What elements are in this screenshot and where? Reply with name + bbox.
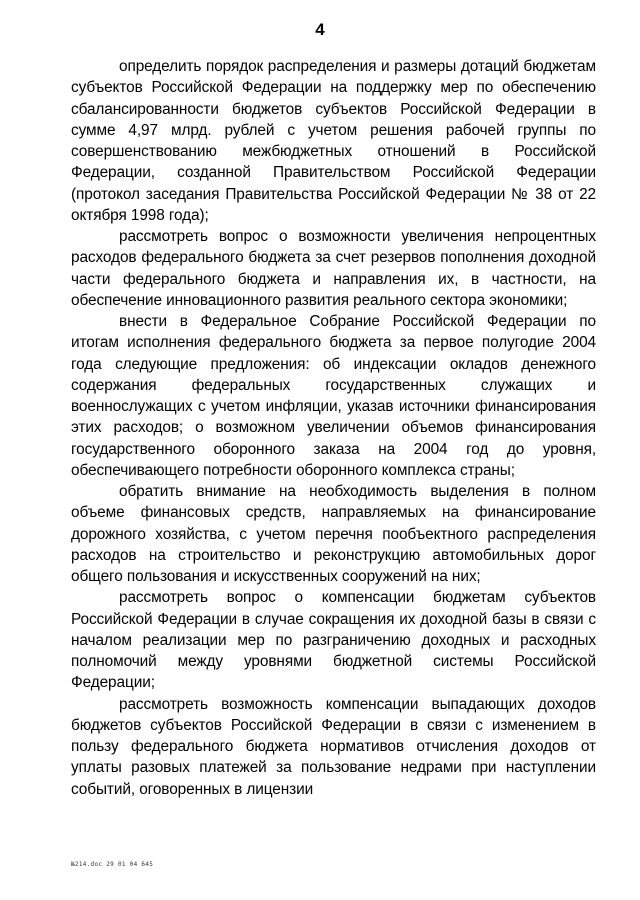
paragraph-noninterest-expenditures: рассмотреть вопрос о возможности увеличения непроцентных расходов федерального бюджета за счет резервов пополнения доходной части федерального бюджета и направления их, в частности, на обеспечение инновационного развития реального сектора экономики; xyxy=(71,228,596,309)
paragraph-subsidies-distribution: определить порядок распределения и размеры дотаций бюджетам субъектов Российской Федерации на поддержку мер по обеспечению сбалансированности бюджетов субъектов Российской Федерации в сумме 4,97 млрд. рублей с учетом решения рабочей группы по совершенствованию межбюджетных отношений в Российской Федерации, созданной Правительством Российской Федерации (протокол заседания Правительства Российской Федерации № 38 от 22 октября 1998 года); xyxy=(71,58,596,224)
paragraph-subsoil-payments: рассмотреть возможность компенсации выпадающих доходов бюджетов субъектов Российской Федерации в связи с изменением в пользу федерального бюджета нормативов отчисления доходов от уплаты разовых платежей за пользование недрами при наступлении событий, оговоренных в лицензии xyxy=(71,695,596,798)
page-number: 4 xyxy=(315,20,325,39)
body-text xyxy=(71,56,596,800)
footer-document-code: №214.doc 29 01 04 645 xyxy=(71,861,154,868)
paragraph-regional-compensation: рассмотреть вопрос о компенсации бюджетам субъектов Российской Федерации в случае сокращения их доходной базы в связи с началом реализации мер по разграничению доходных и расходных полномочий между уровнями бюджетной системы Российской Федерации; xyxy=(71,589,596,692)
paragraph-federal-assembly-proposals: внести в Федеральное Собрание Российской Федерации по итогам исполнения федерального бюджета за первое полугодие 2004 года следующие предложения: об индексации окладов денежного содержания федеральных государственных служащих и военнослужащих с учетом инфляции, указав источники финансирования этих расходов; о возможном увеличении объемов финансирования государственного оборонного заказа на 2004 год до уровня, обеспечивающего потребности оборонного комплекса страны; xyxy=(71,313,596,479)
paragraph-road-financing: обратить внимание на необходимость выделения в полном объеме финансовых средств, направляемых на финансирование дорожного хозяйства, с учетом перечня пообъектного распределения расходов на строительство и реконструкцию автомобильных дорог общего пользования и искусственных сооружений на них; xyxy=(71,483,596,585)
